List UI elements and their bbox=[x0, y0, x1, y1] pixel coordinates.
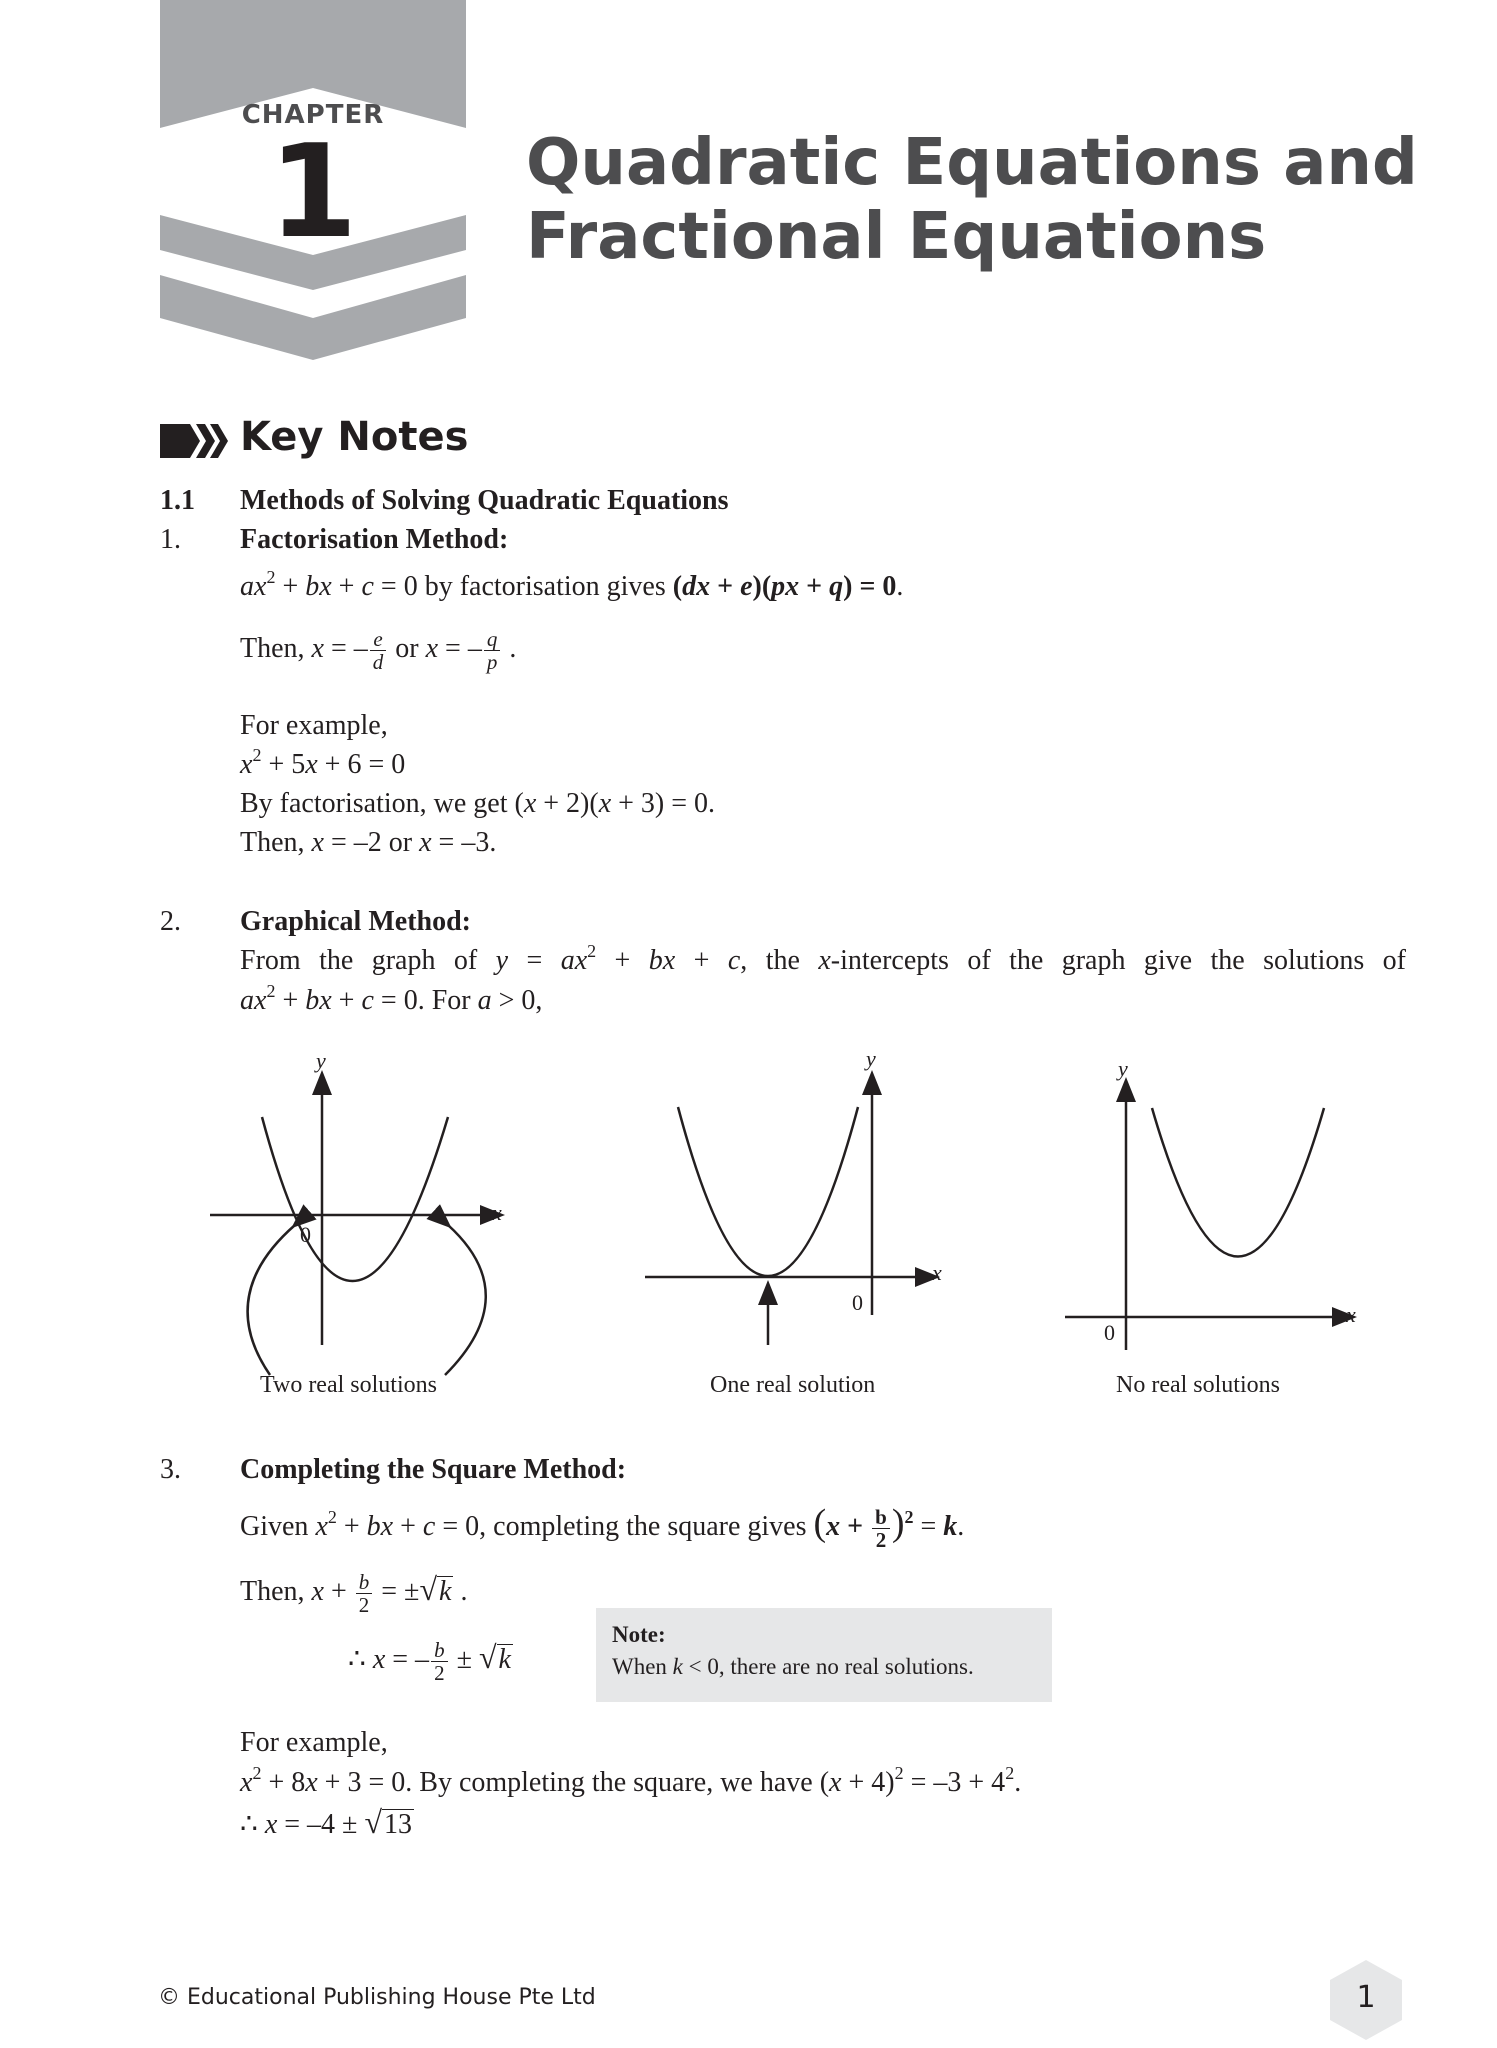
method3-given-line: Given $x^2$ + bx + c = 0, completing the square gives (x + $\frac{b}{2}$ )$^2$ = k. bbox=[240, 1502, 965, 1553]
method2-title: Graphical Method: bbox=[240, 906, 471, 937]
method3-then: Then, bbox=[240, 1576, 305, 1607]
note-title: Note: bbox=[612, 1622, 666, 1647]
graph2-y-label: y bbox=[866, 1046, 876, 1071]
section-title: Methods of Solving Quadratic Equations bbox=[240, 485, 729, 516]
chapter-title-line1: Quadratic Equations and bbox=[526, 126, 1418, 200]
method3-number: 3. bbox=[160, 1454, 181, 1485]
graph2-x-label: x bbox=[932, 1260, 942, 1285]
footer-copyright: © Educational Publishing House Pte Ltd bbox=[158, 1985, 596, 2010]
chapter-number: 1 bbox=[268, 118, 358, 267]
chapter-title-line2: Fractional Equations bbox=[526, 200, 1267, 274]
note-text: When k < 0, there are no real solutions. bbox=[612, 1654, 974, 1679]
method1-example-equation: $x^2 + 5x + 6 = 0$ bbox=[240, 745, 406, 780]
graph-two-real-solutions bbox=[200, 1045, 530, 1400]
method1-solution: Then, x = – $\frac{e}{d}$ or x = – $\frac{q}{p}$ . bbox=[240, 627, 517, 675]
method3-example-text: By completing the square, we have bbox=[419, 1767, 813, 1798]
graph-no-real-solutions bbox=[1060, 1060, 1370, 1355]
method1-then: Then, bbox=[240, 633, 305, 664]
method3-title: Completing the Square Method: bbox=[240, 1454, 627, 1485]
method3-completing: completing the square gives bbox=[493, 1511, 807, 1542]
graph3-caption: No real solutions bbox=[1116, 1372, 1280, 1398]
method2-number: 2. bbox=[160, 906, 181, 937]
graph1-y-label: y bbox=[316, 1048, 326, 1073]
method3-example-equation: $x^2 + 8x + 3 = 0$. By completing the square, we have $(x + 4)^2 = -3 + 4^2$. bbox=[240, 1763, 1022, 1798]
method3-example-intro: For example, bbox=[240, 1727, 388, 1758]
key-notes-marker-icon bbox=[160, 424, 230, 463]
method2-text-b: the bbox=[765, 945, 800, 976]
graph3-x-label: x bbox=[1346, 1302, 1356, 1327]
chapter-label: CHAPTER bbox=[241, 100, 385, 130]
method2-text-line1: From the graph of $y = ax^2$ + bx + c, the x-intercepts of the graph give the solutions of bbox=[240, 941, 1406, 976]
method2-text-line2: $ax^2$ + bx + c = 0. For a > 0, bbox=[240, 981, 543, 1016]
method1-equation: $ax^2$ + bx + c = 0 by factorisation gives (dx + e)(px + q) = 0. bbox=[240, 567, 904, 602]
method2-text-c: -intercepts of the graph give the solutions of bbox=[830, 945, 1406, 976]
method1-example-or: or bbox=[388, 827, 413, 858]
graph-one-real-solution bbox=[640, 1045, 970, 1350]
method1-example-factor-intro: By factorisation, we get bbox=[240, 788, 508, 819]
method1-title: Factorisation Method: bbox=[240, 524, 509, 555]
method3-then-line: Then, x + $\frac{b}{2}$ = ±√k . bbox=[240, 1570, 468, 1618]
chapter-title bbox=[526, 126, 1418, 274]
graph2-origin-label: 0 bbox=[852, 1290, 863, 1315]
graph1-origin-label: 0 bbox=[300, 1222, 311, 1247]
graph1-x-label: x bbox=[492, 1200, 502, 1225]
note-text-a: When bbox=[612, 1654, 667, 1679]
method1-example-solution: Then, x = –2 or x = –3. bbox=[240, 827, 497, 858]
method1-or: or bbox=[395, 633, 419, 664]
key-notes-heading: Key Notes bbox=[240, 414, 469, 460]
method1-number: 1. bbox=[160, 524, 181, 555]
method2-text-d: For bbox=[431, 985, 471, 1016]
note-text-b: there are no real solutions. bbox=[730, 1654, 974, 1679]
method1-example-then: Then, bbox=[240, 827, 305, 858]
method3-therefore-line: ∴ x = – $\frac{b}{2}$ ± √k bbox=[348, 1638, 511, 1686]
method2-text-a: From the graph of bbox=[240, 945, 478, 976]
method1-example-factor: By factorisation, we get (x + 2)(x + 3) = 0. bbox=[240, 788, 716, 819]
graph1-caption: Two real solutions bbox=[260, 1372, 437, 1398]
method3-given: Given bbox=[240, 1511, 309, 1542]
note-box bbox=[596, 1608, 1052, 1702]
page-number: 1 bbox=[1356, 1980, 1376, 2015]
graph2-caption: One real solution bbox=[710, 1372, 876, 1398]
graph3-y-label: y bbox=[1118, 1056, 1128, 1081]
method1-eq-by: by factorisation gives bbox=[424, 571, 666, 602]
method3-example-solution: ∴ x = –4 ± √13 bbox=[240, 1804, 412, 1840]
method1-example-intro: For example, bbox=[240, 710, 388, 741]
section-number: 1.1 bbox=[160, 485, 195, 516]
graph3-origin-label: 0 bbox=[1104, 1320, 1115, 1345]
